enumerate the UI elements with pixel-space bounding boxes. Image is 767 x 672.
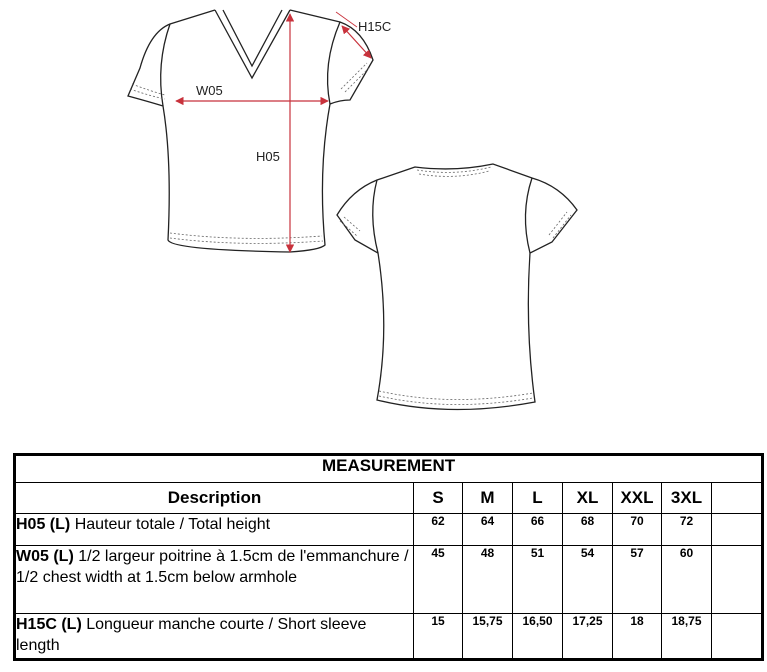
value-cell: 18,75 [662, 614, 712, 660]
row-label: Hauteur totale / Total height [74, 516, 271, 533]
value-cell: 70 [613, 514, 662, 546]
table-row [15, 514, 763, 546]
value-cell [712, 614, 763, 660]
value-cell: 16,50 [513, 614, 563, 660]
back-stitching [340, 167, 571, 405]
value-cell: 64 [463, 514, 513, 546]
row-label: Longueur manche courte / Short sleeve length [16, 616, 367, 654]
value-cell [712, 546, 763, 614]
value-cell: 45 [414, 546, 463, 614]
measurement-table [13, 453, 764, 661]
row-label: 1/2 largeur poitrine à 1.5cm de l'emmanchure / 1/2 chest width at 1.5cm below armhole [16, 548, 409, 586]
table-header-row [15, 483, 763, 514]
value-cell: 72 [662, 514, 712, 546]
row-code: H05 (L) [16, 516, 71, 533]
row-description [15, 546, 414, 614]
back-tshirt-outline [337, 164, 577, 410]
table-row [15, 614, 763, 660]
row-description [15, 614, 414, 660]
description-header: Description [15, 483, 414, 514]
size-header-l: L [513, 483, 563, 514]
front-tshirt-outline [128, 10, 373, 252]
size-header-s: S [414, 483, 463, 514]
measure-lines [176, 12, 371, 252]
h15c-label: H15C [358, 19, 392, 34]
front-stitching [130, 63, 370, 243]
size-header-xxl: XXL [613, 483, 662, 514]
value-cell: 60 [662, 546, 712, 614]
value-cell: 48 [463, 546, 513, 614]
size-header-m: M [463, 483, 513, 514]
row-description [15, 514, 414, 546]
value-cell: 18 [613, 614, 662, 660]
value-cell: 68 [563, 514, 613, 546]
table-row [15, 546, 763, 614]
value-cell: 15 [414, 614, 463, 660]
value-cell: 54 [563, 546, 613, 614]
value-cell: 51 [513, 546, 563, 614]
row-code: W05 (L) [16, 548, 74, 565]
row-code: H15C (L) [16, 616, 82, 633]
value-cell [712, 514, 763, 546]
value-cell: 15,75 [463, 614, 513, 660]
size-header-3xl: 3XL [662, 483, 712, 514]
size-header-empty [712, 483, 763, 514]
value-cell: 17,25 [563, 614, 613, 660]
size-header-xl: XL [563, 483, 613, 514]
w05-label: W05 [196, 83, 223, 98]
h05-label: H05 [256, 149, 280, 164]
value-cell: 57 [613, 546, 662, 614]
table-title: MEASUREMENT [15, 455, 763, 483]
value-cell: 62 [414, 514, 463, 546]
value-cell: 66 [513, 514, 563, 546]
